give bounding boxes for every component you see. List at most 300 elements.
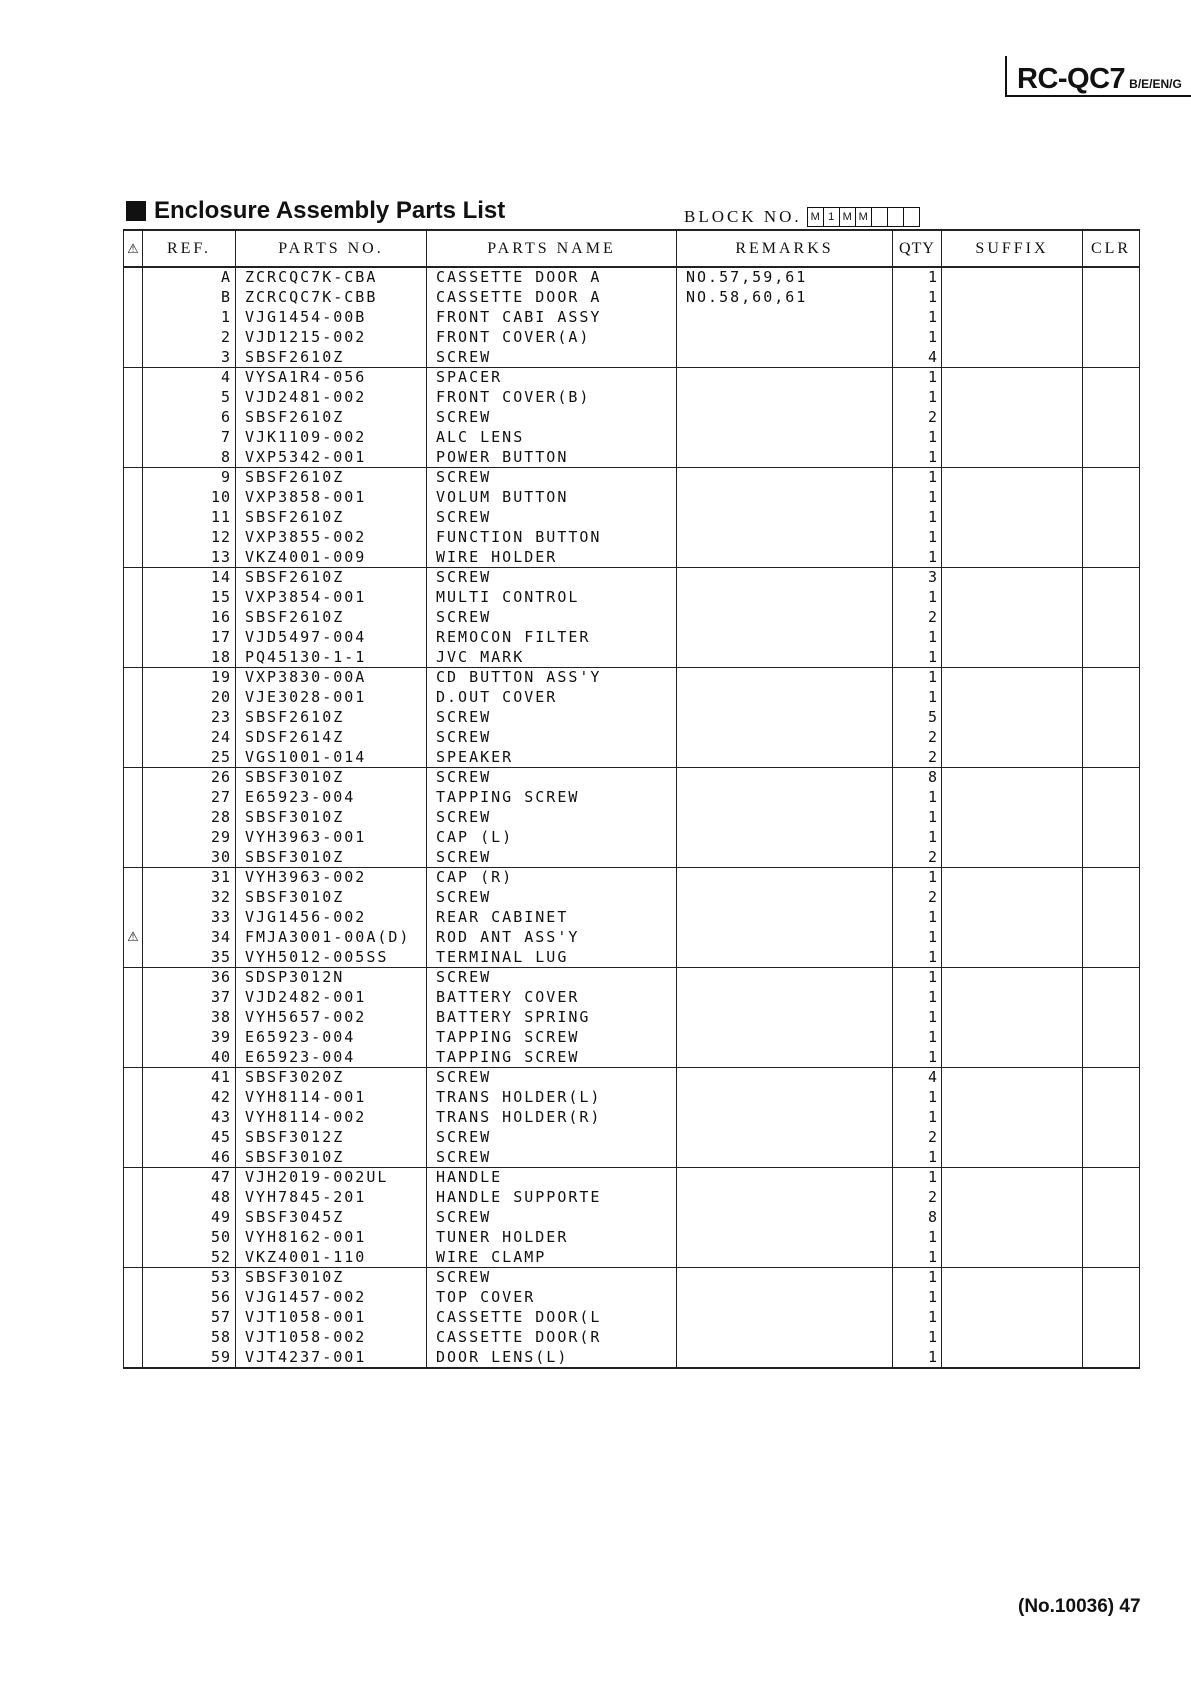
cell-warning <box>124 408 143 428</box>
section-title <box>126 196 505 226</box>
cell-remarks <box>677 1147 893 1167</box>
cell-parts-name: JVC MARK <box>427 647 677 667</box>
model-name: RC-QC7 <box>1017 63 1126 95</box>
cell-suffix <box>942 327 1083 347</box>
cell-ref: 2 <box>143 327 236 347</box>
block-box <box>887 207 904 227</box>
cell-suffix <box>942 267 1083 288</box>
cell-ref: 9 <box>143 467 236 487</box>
block-box: M <box>839 207 856 227</box>
cell-ref: 27 <box>143 788 236 808</box>
cell-warning <box>124 808 143 828</box>
cell-parts-no: VXP3830-00A <box>236 667 427 687</box>
cell-remarks <box>677 1008 893 1028</box>
table-row <box>124 367 1140 387</box>
cell-warning <box>124 847 143 867</box>
cell-ref: 35 <box>143 947 236 967</box>
cell-suffix <box>942 647 1083 667</box>
cell-remarks <box>677 667 893 687</box>
cell-parts-no: E65923-004 <box>236 788 427 808</box>
cell-remarks <box>677 708 893 728</box>
cell-clr <box>1083 367 1140 387</box>
header-rule <box>1005 56 1007 96</box>
cell-warning <box>124 508 143 528</box>
table-row <box>124 1347 1140 1368</box>
cell-ref: 33 <box>143 908 236 928</box>
cell-parts-no: SBSF2610Z <box>236 608 427 628</box>
cell-remarks <box>677 1268 893 1288</box>
table-row <box>124 508 1140 528</box>
cell-parts-name: BATTERY SPRING <box>427 1008 677 1028</box>
cell-warning <box>124 1068 143 1088</box>
cell-parts-name: WIRE HOLDER <box>427 547 677 567</box>
cell-parts-name: SPACER <box>427 367 677 387</box>
block-box: M <box>807 207 824 227</box>
cell-remarks <box>677 647 893 667</box>
cell-parts-name: SCREW <box>427 1268 677 1288</box>
cell-clr <box>1083 1227 1140 1247</box>
cell-suffix <box>942 908 1083 928</box>
table-row <box>124 547 1140 567</box>
cell-qty: 5 <box>893 708 942 728</box>
header-ref: REF. <box>143 230 236 267</box>
cell-parts-no: SBSF3010Z <box>236 1147 427 1167</box>
cell-ref: 8 <box>143 447 236 467</box>
cell-parts-no: VJD2482-001 <box>236 988 427 1008</box>
cell-warning <box>124 827 143 847</box>
cell-ref: 31 <box>143 867 236 887</box>
cell-parts-name: DOOR LENS(L) <box>427 1347 677 1368</box>
cell-clr <box>1083 588 1140 608</box>
cell-remarks <box>677 1027 893 1047</box>
cell-parts-name: SCREW <box>427 1147 677 1167</box>
cell-ref: 42 <box>143 1088 236 1108</box>
cell-parts-no: VKZ4001-009 <box>236 547 427 567</box>
cell-ref: 46 <box>143 1147 236 1167</box>
cell-ref: 6 <box>143 408 236 428</box>
cell-suffix <box>942 388 1083 408</box>
cell-remarks <box>677 1068 893 1088</box>
cell-ref: 3 <box>143 347 236 367</box>
cell-suffix <box>942 867 1083 887</box>
cell-ref: 16 <box>143 608 236 628</box>
cell-warning <box>124 988 143 1008</box>
cell-clr <box>1083 567 1140 587</box>
cell-suffix <box>942 588 1083 608</box>
cell-ref: 13 <box>143 547 236 567</box>
cell-warning <box>124 1208 143 1228</box>
cell-suffix <box>942 927 1083 947</box>
cell-remarks <box>677 1088 893 1108</box>
cell-remarks <box>677 467 893 487</box>
cell-ref: 18 <box>143 647 236 667</box>
cell-remarks <box>677 327 893 347</box>
cell-suffix <box>942 988 1083 1008</box>
table-row <box>124 527 1140 547</box>
cell-parts-no: VKZ4001-110 <box>236 1247 427 1267</box>
table-row <box>124 408 1140 428</box>
cell-qty: 1 <box>893 1027 942 1047</box>
cell-remarks: NO.57,59,61 <box>677 267 893 288</box>
cell-suffix <box>942 1308 1083 1328</box>
cell-clr <box>1083 1147 1140 1167</box>
cell-qty: 1 <box>893 367 942 387</box>
table-row <box>124 1108 1140 1128</box>
cell-suffix <box>942 727 1083 747</box>
cell-clr <box>1083 808 1140 828</box>
cell-qty: 1 <box>893 1168 942 1188</box>
table-row <box>124 927 1140 947</box>
cell-parts-no: SBSF3045Z <box>236 1208 427 1228</box>
cell-remarks <box>677 1227 893 1247</box>
table-row <box>124 1008 1140 1028</box>
cell-parts-no: PQ45130-1-1 <box>236 647 427 667</box>
cell-qty: 1 <box>893 447 942 467</box>
cell-suffix <box>942 1088 1083 1108</box>
table-row <box>124 1068 1140 1088</box>
table-row <box>124 1327 1140 1347</box>
cell-qty: 2 <box>893 1127 942 1147</box>
cell-clr <box>1083 1088 1140 1108</box>
cell-ref: 10 <box>143 488 236 508</box>
table-row <box>124 767 1140 787</box>
table-row <box>124 567 1140 587</box>
cell-warning <box>124 1008 143 1028</box>
cell-remarks <box>677 1188 893 1208</box>
cell-clr <box>1083 288 1140 308</box>
cell-clr <box>1083 488 1140 508</box>
cell-parts-no: VJG1456-002 <box>236 908 427 928</box>
table-row <box>124 1047 1140 1067</box>
cell-parts-name: WIRE CLAMP <box>427 1247 677 1267</box>
cell-remarks: NO.58,60,61 <box>677 288 893 308</box>
cell-parts-no: SBSF2610Z <box>236 408 427 428</box>
cell-warning <box>124 908 143 928</box>
cell-clr <box>1083 447 1140 467</box>
cell-warning <box>124 308 143 328</box>
table-row <box>124 427 1140 447</box>
table-row <box>124 727 1140 747</box>
cell-suffix <box>942 1127 1083 1147</box>
table-row <box>124 1227 1140 1247</box>
table-row <box>124 1147 1140 1167</box>
cell-qty: 1 <box>893 1347 942 1368</box>
cell-clr <box>1083 988 1140 1008</box>
cell-warning <box>124 567 143 587</box>
cell-qty: 1 <box>893 1327 942 1347</box>
cell-clr <box>1083 888 1140 908</box>
page-header <box>1005 56 1191 98</box>
cell-ref: 15 <box>143 588 236 608</box>
cell-clr <box>1083 408 1140 428</box>
cell-parts-name: TAPPING SCREW <box>427 1027 677 1047</box>
cell-parts-name: REAR CABINET <box>427 908 677 928</box>
cell-parts-name: SCREW <box>427 968 677 988</box>
cell-suffix <box>942 608 1083 628</box>
cell-parts-name: CAP (R) <box>427 867 677 887</box>
cell-parts-no: ZCRCQC7K-CBB <box>236 288 427 308</box>
cell-warning <box>124 667 143 687</box>
cell-clr <box>1083 908 1140 928</box>
cell-ref: 34 <box>143 927 236 947</box>
cell-parts-no: VXP3858-001 <box>236 488 427 508</box>
header-parts-name: PARTS NAME <box>427 230 677 267</box>
cell-warning <box>124 467 143 487</box>
cell-parts-name: MULTI CONTROL <box>427 588 677 608</box>
cell-ref: 53 <box>143 1268 236 1288</box>
header-qty: QTY <box>893 230 942 267</box>
cell-parts-name: CASSETTE DOOR A <box>427 288 677 308</box>
cell-warning <box>124 547 143 567</box>
cell-parts-name: SCREW <box>427 1127 677 1147</box>
cell-parts-no: VYH3963-002 <box>236 867 427 887</box>
cell-clr <box>1083 767 1140 787</box>
cell-qty: 2 <box>893 408 942 428</box>
table-row <box>124 588 1140 608</box>
cell-warning <box>124 288 143 308</box>
cell-ref: 37 <box>143 988 236 1008</box>
header-parts-no: PARTS NO. <box>236 230 427 267</box>
cell-clr <box>1083 1127 1140 1147</box>
cell-qty: 1 <box>893 927 942 947</box>
cell-remarks <box>677 827 893 847</box>
table-row <box>124 488 1140 508</box>
cell-clr <box>1083 608 1140 628</box>
cell-clr <box>1083 1108 1140 1128</box>
cell-remarks <box>677 888 893 908</box>
table-row <box>124 1168 1140 1188</box>
cell-parts-no: VJH2019-002UL <box>236 1168 427 1188</box>
cell-clr <box>1083 547 1140 567</box>
cell-remarks <box>677 747 893 767</box>
cell-qty: 1 <box>893 1268 942 1288</box>
cell-warning <box>124 267 143 288</box>
cell-ref: 5 <box>143 388 236 408</box>
table-row <box>124 888 1140 908</box>
cell-warning <box>124 447 143 467</box>
table-row <box>124 1088 1140 1108</box>
cell-clr <box>1083 867 1140 887</box>
cell-clr <box>1083 727 1140 747</box>
cell-clr <box>1083 467 1140 487</box>
cell-suffix <box>942 1208 1083 1228</box>
cell-remarks <box>677 527 893 547</box>
cell-ref: 58 <box>143 1327 236 1347</box>
cell-warning <box>124 1227 143 1247</box>
block-box <box>871 207 888 227</box>
cell-suffix <box>942 488 1083 508</box>
cell-ref: 38 <box>143 1008 236 1028</box>
cell-parts-name: TUNER HOLDER <box>427 1227 677 1247</box>
cell-parts-no: VJT1058-002 <box>236 1327 427 1347</box>
header-remarks: REMARKS <box>677 230 893 267</box>
cell-qty: 1 <box>893 627 942 647</box>
cell-parts-no: VJD5497-004 <box>236 627 427 647</box>
cell-warning <box>124 1168 143 1188</box>
cell-parts-name: SCREW <box>427 508 677 528</box>
cell-warning <box>124 588 143 608</box>
cell-ref: 29 <box>143 827 236 847</box>
cell-ref: 59 <box>143 1347 236 1368</box>
cell-suffix <box>942 688 1083 708</box>
cell-suffix <box>942 1168 1083 1188</box>
cell-warning <box>124 1088 143 1108</box>
cell-clr <box>1083 267 1140 288</box>
cell-qty: 1 <box>893 327 942 347</box>
cell-ref: B <box>143 288 236 308</box>
page-number: 47 <box>1119 1596 1141 1617</box>
cell-parts-no: SBSF2610Z <box>236 347 427 367</box>
cell-suffix <box>942 947 1083 967</box>
cell-parts-name: CASSETTE DOOR A <box>427 267 677 288</box>
cell-warning <box>124 888 143 908</box>
cell-parts-name: SCREW <box>427 708 677 728</box>
cell-warning <box>124 427 143 447</box>
cell-remarks <box>677 947 893 967</box>
cell-parts-no: SBSF3010Z <box>236 847 427 867</box>
table-row <box>124 327 1140 347</box>
cell-parts-name: HANDLE SUPPORTE <box>427 1188 677 1208</box>
model-variant: B/E/EN/G <box>1129 77 1182 91</box>
cell-parts-name: TERMINAL LUG <box>427 947 677 967</box>
cell-ref: 43 <box>143 1108 236 1128</box>
cell-warning <box>124 1027 143 1047</box>
cell-qty: 1 <box>893 1227 942 1247</box>
cell-parts-name: D.OUT COVER <box>427 688 677 708</box>
cell-clr <box>1083 1047 1140 1067</box>
cell-ref: 20 <box>143 688 236 708</box>
header-suffix: SUFFIX <box>942 230 1083 267</box>
cell-clr <box>1083 427 1140 447</box>
cell-suffix <box>942 1008 1083 1028</box>
cell-parts-no: VJK1109-002 <box>236 427 427 447</box>
cell-warning <box>124 1268 143 1288</box>
cell-parts-no: VYH3963-001 <box>236 827 427 847</box>
cell-qty: 1 <box>893 547 942 567</box>
cell-parts-no: VYSA1R4-056 <box>236 367 427 387</box>
cell-clr <box>1083 1327 1140 1347</box>
cell-parts-name: CAP (L) <box>427 827 677 847</box>
block-box <box>903 207 920 227</box>
cell-parts-no: VXP5342-001 <box>236 447 427 467</box>
cell-parts-no: VJE3028-001 <box>236 688 427 708</box>
cell-remarks <box>677 447 893 467</box>
table-row <box>124 867 1140 887</box>
cell-suffix <box>942 1288 1083 1308</box>
block-box: 1 <box>823 207 840 227</box>
cell-remarks <box>677 567 893 587</box>
cell-clr <box>1083 688 1140 708</box>
cell-qty: 2 <box>893 608 942 628</box>
cell-parts-name: SCREW <box>427 567 677 587</box>
cell-suffix <box>942 847 1083 867</box>
cell-suffix <box>942 708 1083 728</box>
table-row <box>124 1188 1140 1208</box>
cell-parts-name: SCREW <box>427 808 677 828</box>
cell-ref: 47 <box>143 1168 236 1188</box>
cell-qty: 1 <box>893 588 942 608</box>
cell-warning <box>124 1347 143 1368</box>
cell-qty: 1 <box>893 488 942 508</box>
cell-parts-no: FMJA3001-00A(D) <box>236 927 427 947</box>
table-row <box>124 267 1140 288</box>
cell-warning <box>124 327 143 347</box>
cell-remarks <box>677 908 893 928</box>
cell-qty: 1 <box>893 1247 942 1267</box>
table-row <box>124 467 1140 487</box>
cell-parts-no: SBSF2610Z <box>236 508 427 528</box>
cell-warning <box>124 727 143 747</box>
cell-ref: 48 <box>143 1188 236 1208</box>
cell-parts-name: CASSETTE DOOR(L <box>427 1308 677 1328</box>
cell-suffix <box>942 767 1083 787</box>
cell-parts-name: POWER BUTTON <box>427 447 677 467</box>
cell-parts-no: SBSF2610Z <box>236 567 427 587</box>
cell-parts-no: SBSF3010Z <box>236 808 427 828</box>
cell-parts-no: VYH5657-002 <box>236 1008 427 1028</box>
cell-remarks <box>677 388 893 408</box>
cell-remarks <box>677 488 893 508</box>
cell-ref: 56 <box>143 1288 236 1308</box>
cell-suffix <box>942 968 1083 988</box>
cell-qty: 1 <box>893 688 942 708</box>
cell-qty: 1 <box>893 908 942 928</box>
table-row <box>124 608 1140 628</box>
table-row <box>124 1288 1140 1308</box>
cell-ref: 25 <box>143 747 236 767</box>
cell-suffix <box>942 1108 1083 1128</box>
cell-ref: 1 <box>143 308 236 328</box>
cell-remarks <box>677 547 893 567</box>
cell-parts-name: SCREW <box>427 767 677 787</box>
cell-parts-name: SCREW <box>427 1208 677 1228</box>
cell-remarks <box>677 968 893 988</box>
cell-parts-no: VJG1457-002 <box>236 1288 427 1308</box>
table-row <box>124 388 1140 408</box>
cell-qty: 8 <box>893 1208 942 1228</box>
cell-warning <box>124 1327 143 1347</box>
cell-suffix <box>942 427 1083 447</box>
cell-remarks <box>677 508 893 528</box>
block-boxes <box>808 207 920 227</box>
cell-suffix <box>942 1268 1083 1288</box>
cell-clr <box>1083 347 1140 367</box>
cell-suffix <box>942 1147 1083 1167</box>
cell-suffix <box>942 808 1083 828</box>
cell-qty: 2 <box>893 847 942 867</box>
cell-qty: 2 <box>893 727 942 747</box>
cell-remarks <box>677 427 893 447</box>
cell-warning <box>124 867 143 887</box>
cell-ref: 30 <box>143 847 236 867</box>
cell-suffix <box>942 1347 1083 1368</box>
cell-parts-name: TRANS HOLDER(R) <box>427 1108 677 1128</box>
cell-warning <box>124 647 143 667</box>
cell-remarks <box>677 1168 893 1188</box>
table-row <box>124 988 1140 1008</box>
cell-warning <box>124 688 143 708</box>
table-row <box>124 308 1140 328</box>
cell-parts-name: SCREW <box>427 408 677 428</box>
cell-parts-no: VJT4237-001 <box>236 1347 427 1368</box>
table-row <box>124 688 1140 708</box>
cell-clr <box>1083 627 1140 647</box>
cell-remarks <box>677 867 893 887</box>
cell-remarks <box>677 308 893 328</box>
cell-parts-no: VYH8114-001 <box>236 1088 427 1108</box>
cell-clr <box>1083 527 1140 547</box>
cell-parts-name: REMOCON FILTER <box>427 627 677 647</box>
